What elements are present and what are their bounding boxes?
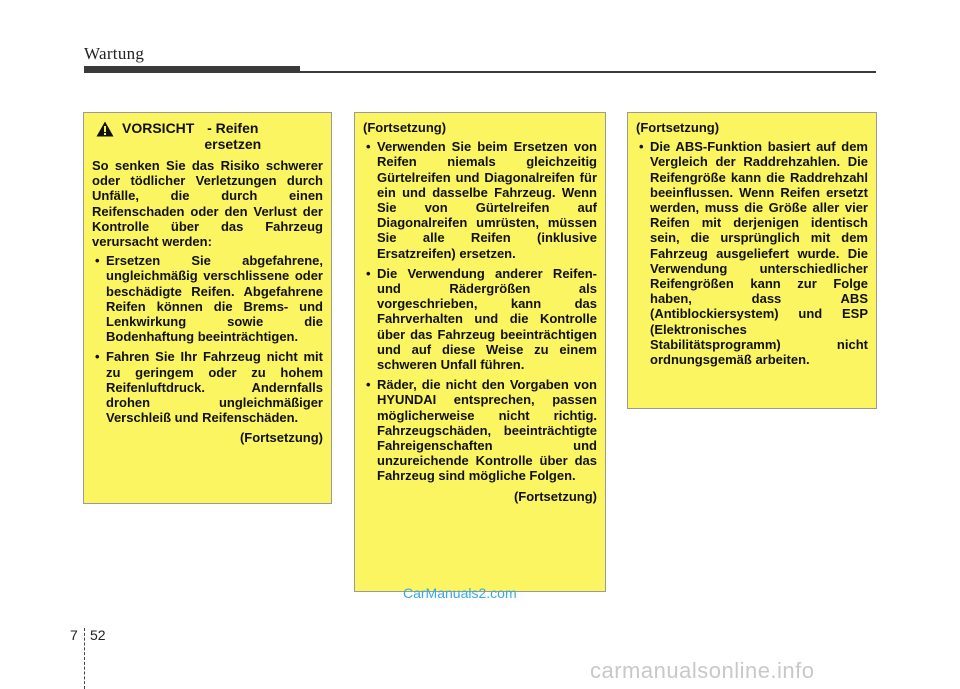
page-number: 52	[90, 627, 106, 643]
footer-divider	[84, 628, 85, 689]
caution-subject-line1: - Reifen	[207, 120, 259, 136]
list-item: • Die Verwendung anderer Reifen- und Rädergrößen als vorgeschrieben, kann das Fahrverhalten und die Kontrolle über das Fahrzeug beeinträchtigen und auf diese Weise zu einem schweren Unfall führen.	[363, 266, 597, 372]
header-rule	[300, 71, 876, 73]
list-item: • Fahren Sie Ihr Fahrzeug nicht mit zu geringem oder zu hohem Reifenluftdruck. Andernfalls drohen ungleichmäßiger Verschleiß und Reifenschäden.	[92, 349, 323, 425]
caution-box	[83, 112, 332, 504]
caution-list	[92, 253, 323, 425]
continued-label: (Fortsetzung)	[239, 430, 323, 446]
continued-label: (Fortsetzung)	[513, 488, 597, 504]
continued-label: (Fortsetzung)	[636, 120, 720, 135]
caution-list	[636, 139, 868, 367]
list-item: • Die ABS-Funktion basiert auf dem Vergleich der Raddrehzahlen. Die Reifengröße kann die Raddrehzahl beeinflussen. Wenn Reifen ersetzt werden, muss die Größe aller vier Reifen mit derjenigen identisch sein, die ursprünglich mit dem Fahrzeug ausgeliefert wurde. Die Verwendung unterschiedlicher Reifengrößen kann zur Folge haben, dass ABS (Antiblockiersystem) und ESP (Elektronisches Stabilitätsprogramm) nicht ordnungsgemäß arbeiten.	[636, 139, 868, 367]
caution-subject-line2: ersetzen	[204, 136, 262, 152]
warning-triangle-icon	[96, 121, 114, 137]
list-item: • Räder, die nicht den Vorgaben von HYUNDAI entsprechen, passen möglicherweise nicht richtig. Fahrzeugschäden, beeinträchtigte Fahreigenschaften und unzureichende Kontrolle über das Fahrzeug sind mögliche Folgen.	[363, 377, 597, 483]
caution-box-continued	[354, 112, 606, 592]
caution-box-continued	[627, 112, 877, 409]
list-item: • Ersetzen Sie abgefahrene, ungleichmäßig verschlissene oder beschädigte Reifen. Abgefahrene Reifen können die Brems- und Lenkwirkung sowie die Bodenhaftung beeinträchtigen.	[92, 253, 323, 344]
header-bar	[84, 66, 300, 73]
continued-label: (Fortsetzung)	[363, 120, 447, 135]
list-item: • Verwenden Sie beim Ersetzen von Reifen niemals gleichzeitig Gürtelreifen und Diagonalreifen für ein und dasselbe Fahrzeug. Wenn Sie von Gürtelreifen auf Diagonalreifen umrüsten, müssen Sie alle Reifen (inklusive Ersatzreifen) ersetzen.	[363, 139, 597, 261]
section-title: Wartung	[84, 44, 145, 63]
caution-subject	[204, 120, 261, 152]
chapter-number: 7	[70, 627, 78, 643]
caution-heading	[92, 120, 323, 152]
site-watermark: carmanualsonline.info	[590, 658, 815, 683]
caution-label: VORSICHT	[122, 120, 195, 136]
caution-intro: So senken Sie das Risiko schwerer oder tödlicher Verletzungen durch Unfälle, die durch einen Reifenschaden oder den Verlust der Kontrolle über das Fahrzeug verursacht werden:	[92, 158, 323, 250]
caution-list	[363, 139, 597, 483]
watermark-link[interactable]: CarManuals2.com	[403, 585, 517, 601]
